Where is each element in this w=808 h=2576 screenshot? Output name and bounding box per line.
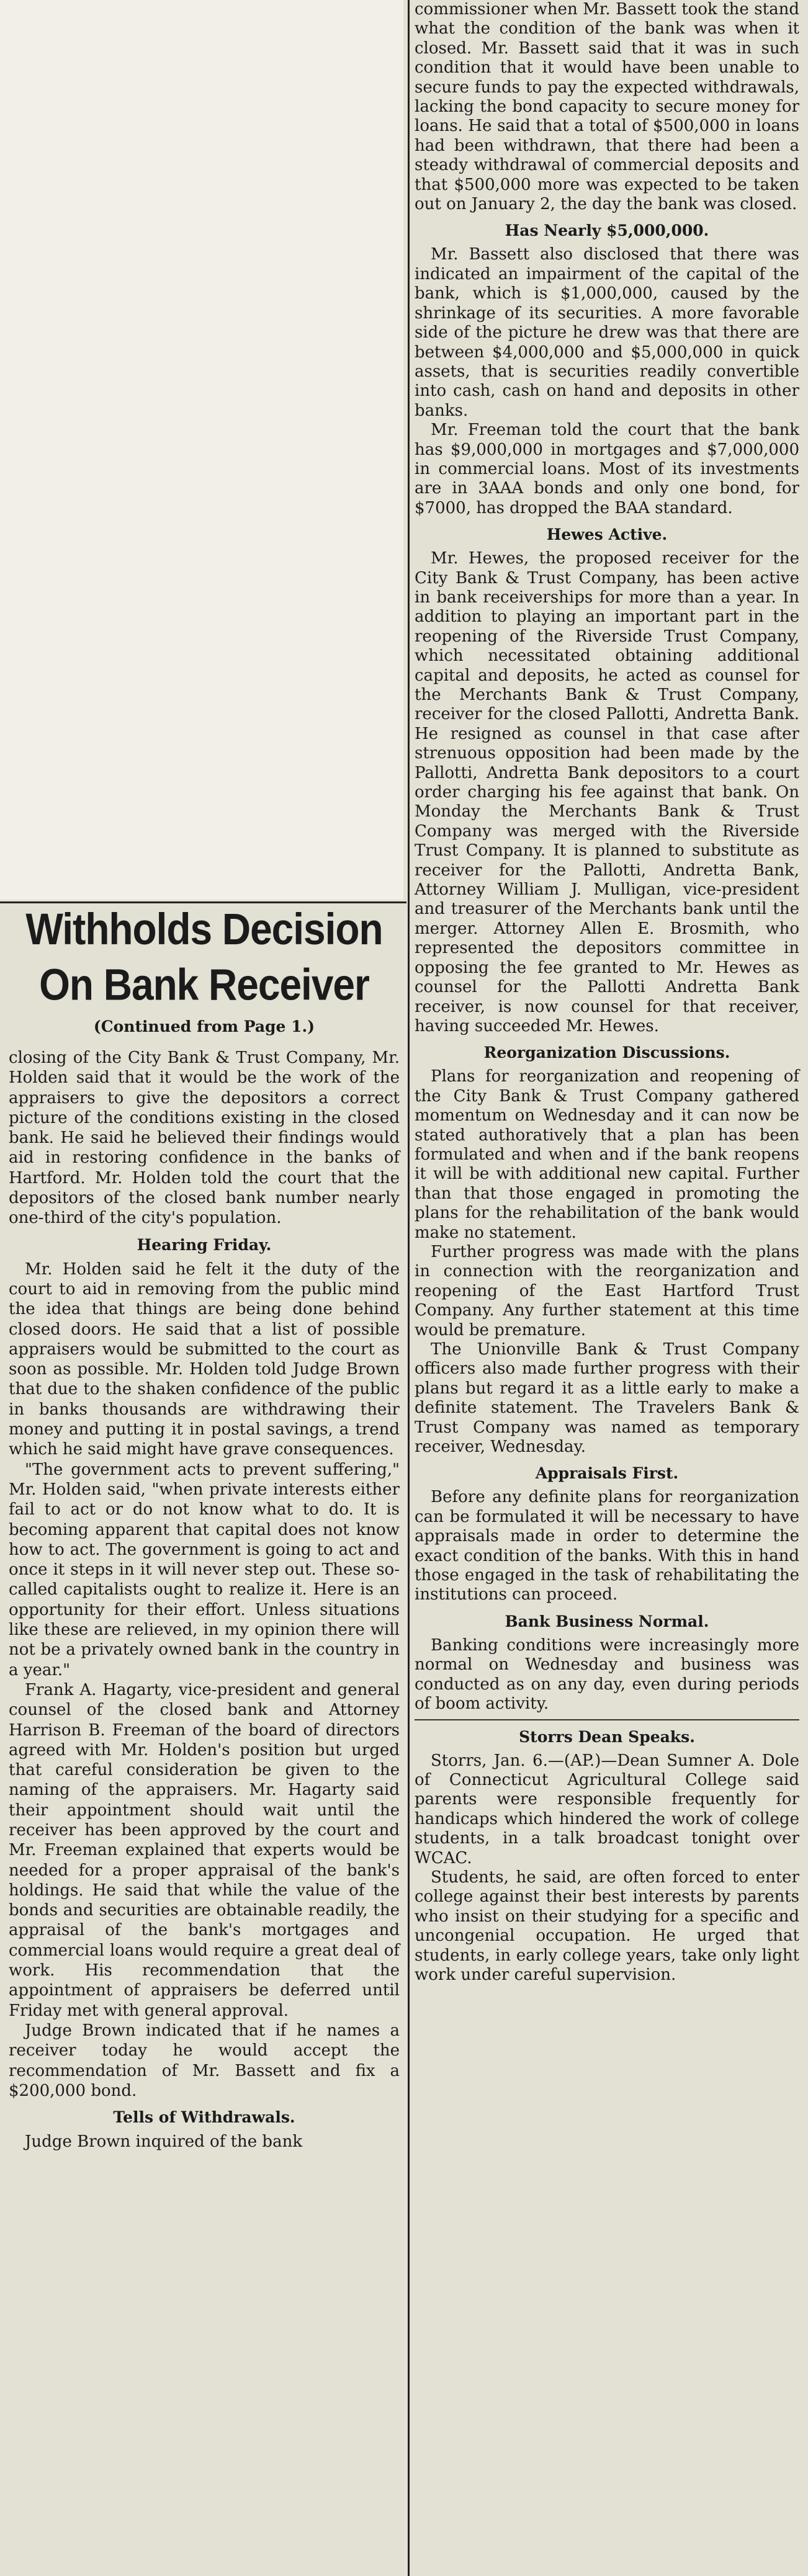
article-divider [415,1719,799,1720]
paragraph: Further progress was made with the plans in connection with the reorganization and reopening of the East Hartford Trust Company. Any further statement at this time would be premature. [415,1242,799,1339]
paragraph: Mr. Freeman told the court that the bank has $9,000,000 in mortgages and $7,000,000 in commercial loans. Most of its investments are in 3AAA bonds and only one bond, for $7000, has dropped the BAA standard. [415,421,799,517]
paragraph: commissioner when Mr. Bassett took the stand what the condition of the bank was when it closed. Mr. Bassett said that it was in such condition that it would have been unable to secure funds to pay the expected withdrawals, lacking the bond capacity to secure money for loans. He said that a total of $500,000 in loans had been withdrawn, that there had been a steady withdrawal of commercial deposits and that $500,000 more was expected to be taken out on January 2, the day the bank was closed. [415,0,799,214]
headline-line: Withholds Decision [25,903,383,954]
paragraph: The Unionville Bank & Trust Company officers also made further progress with their plans but regard it as a little early to make a definite statement. The Travelers Bank & Trust Company was named as temporary receiver, Wednesday. [415,1340,799,1457]
paragraph: Mr. Hewes, the proposed receiver for the City Bank & Trust Company, has been active in bank receiverships for more than a year. In addition to playing an important part in the reopening of the Riverside Trust Company, which necessitated obtaining additional capital and deposits, he acted as counsel for the Merchants Bank & Trust Company, receiver for the closed Pallotti, Andretta Bank. He resigned as counsel in that case after strenuous opposition had been made by the Pallotti, Andretta Bank depositors to a court order charging his fee against that bank. On Monday the Merchants Bank & Trust Company was merged with the Riverside Trust Company. It is planned to substitute as receiver for the Pallotti, Andretta Bank, Attorney William J. Mulligan, vice-president and treasurer of the Merchants bank until the merger. Attorney Allen E. Brosmith, who represented the depositors committee in opposing the fee granted to Mr. Hewes as counsel for the Pallotti Andretta Bank receiver, is now counsel for that receiver, having succeeded Mr. Hewes. [415,549,799,1035]
subheading: Tells of Withdrawals. [113,2108,295,2127]
headline-line: On Bank Receiver [39,959,369,1010]
left-article [9,903,400,2152]
subheading: Bank Business Normal. [505,1612,709,1630]
subheading: Reorganization Discussions. [483,1044,730,1062]
column-divider [408,0,410,2576]
blank-area [0,0,403,900]
subheading: Has Nearly $5,000,000. [505,221,709,240]
paragraph: Storrs, Jan. 6.—(AP.)—Dean Sumner A. Dole of Connecticut Agricultural College said parents were responsible frequently for handicaps which hindered the work of college students, in a talk broadcast tonight over WCAC. [415,1751,799,1867]
right-column [415,0,799,1985]
paragraph: "The government acts to prevent suffering," Mr. Holden said, "when private interests either fail to act or do not know what to do. It is becoming apparent that capital does not know how to act. The government is going to act and once it steps in it will never step out. These so-called capitalists ought to realize it. Here is an opportunity for their effort. Unless situations like these are relieved, in my opinion there will not be a privately owned bank in the country in a year." [9,1460,400,1679]
paragraph: Students, he said, are often forced to enter college against their best interests by parents who insist on their studying for a specific and uncongenial occupation. He urged that students, in early college years, take only light work under careful supervision. [415,1867,799,1984]
subheading: Hearing Friday. [137,1235,272,1254]
paragraph: closing of the City Bank & Trust Company, Mr. Holden said that it would be the work of the appraisers to give the depositors a correct picture of the conditions existing in the closed bank. He said he believed their findings would aid in restoring confidence in the banks of Hartford. Mr. Holden told the court that the depositors of the closed bank number nearly one-third of the city's population. [9,1049,400,1228]
paragraph: Mr. Holden said he felt it the duty of the court to aid in removing from the public mind the idea that things are being done behind closed doors. He said that a list of possible appraisers would be submitted to the court as soon as possible. Mr. Holden told Judge Brown that due to the shaken confidence of the public in banks thousands are withdrawing their money and putting it in postal savings, a trend which he said might have grave consequences. [9,1259,400,1459]
subheading: Appraisals First. [535,1464,679,1483]
paragraph: Judge Brown indicated that if he names a receiver today he would accept the recommendation of Mr. Bassett and fix a $200,000 bond. [9,2021,400,2100]
paragraph: Frank A. Hagarty, vice-president and general counsel of the closed bank and Attorney Harrison B. Freeman of the board of directors agreed with Mr. Holden's position but urged that careful consideration be given to the naming of the appraisers. Mr. Hagarty said their appointment should wait until the receiver has been approved by the court and Mr. Freeman explained that experts would be needed for a proper appraisal of the bank's holdings. He said that while the value of the bonds and securities are obtainable readily, the appraisal of the bank's mortgages and commercial loans would require a great deal of work. His recommendation that the appointment of appraisers be deferred until Friday met with general approval. [9,1680,400,2020]
paragraph: Mr. Bassett also disclosed that there was indicated an impairment of the capital of the bank, which is $1,000,000, caused by the shrinkage of its securities. A more favorable side of the picture he drew was that there are between $4,000,000 and $5,000,000 in quick assets, that is securities readily convertible into cash, cash on hand and deposits in other banks. [415,245,799,420]
subheading: Hewes Active. [546,525,668,544]
paragraph: Banking conditions were increasingly more normal on Wednesday and business was conducted as on any day, even during periods of boom activity. [415,1635,799,1714]
subheading: Storrs Dean Speaks. [519,1727,695,1746]
headline [9,901,400,1012]
paragraph: Judge Brown inquired of the bank [25,2132,303,2152]
paragraph: Before any definite plans for reorganization can be formulated it will be necessary to have appraisals made in order to determine the exact condition of the banks. With this in hand those engaged in the task of rehabilitating the institutions can proceed. [415,1488,799,1604]
continued-note: (Continued from Page 1.) [93,1017,315,1035]
paragraph: Plans for reorganization and reopening of the City Bank & Trust Company gathered momentum on Wednesday and it can now be stated authoratively that a plan has been formulated and when and if the bank reopens it will be with additional new capital. Further than that those engaged in promoting the plans for the rehabilitation of the bank would make no statement. [415,1067,799,1242]
